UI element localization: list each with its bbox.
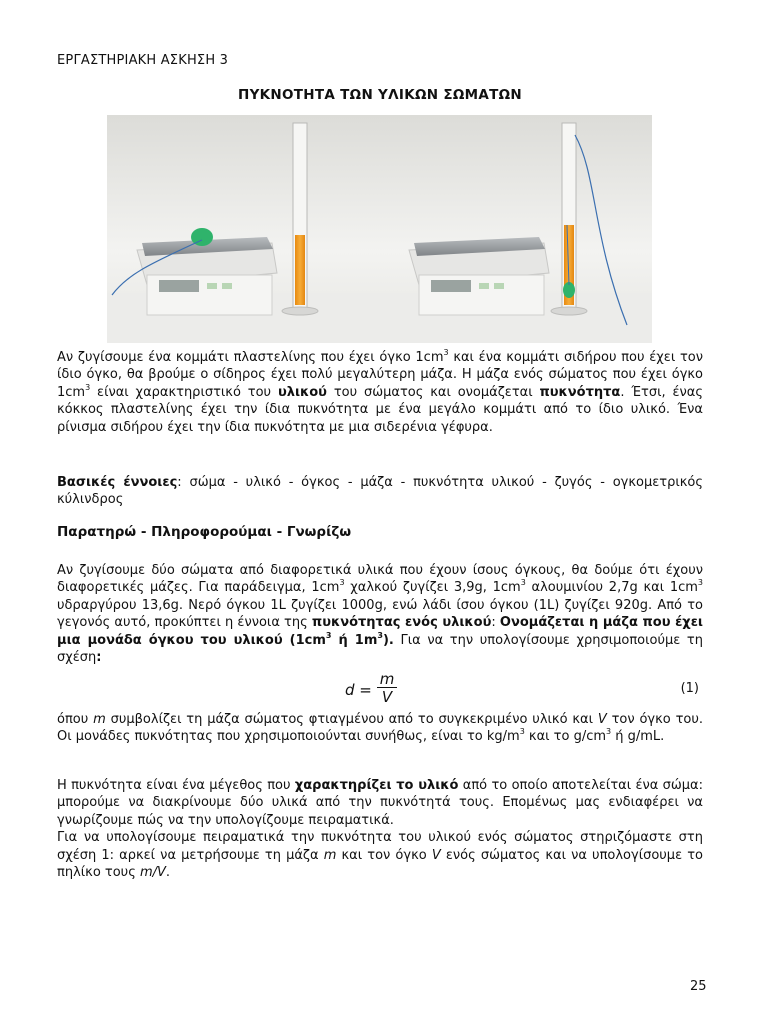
- formula-lhs: d =: [345, 681, 372, 699]
- page-title: ΠΥΚΝΟΤΗΤΑ ΤΩΝ ΥΛΙΚΩΝ ΣΩΜΑΤΩΝ: [237, 87, 522, 103]
- section-heading: Παρατηρώ - Πληροφορούμαι - Γνωρίζω: [57, 524, 352, 540]
- formula-number: (1): [680, 681, 699, 696]
- measurement-paragraph: Η πυκνότητα είναι ένα μέγεθος που χαρακτηρίζει το υλικό από το οποίο αποτελείται ένα σώμα: μπορούμε να διακρίνουμε δύο υλικά από την πυκνότητά τους. Επομένως μας ενδιαφέρει να γνωρίζουμε πώς να την υπολογίζουμε πειραματικά. Για να υπολογίσουμε πειραματικά την πυκνότητα του υλικού ενός σώματος στηριζόμαστε στη σχέση 1: αρκεί να μετρήσουμε τη μάζα m και τον όγκο V ενός σώματος και να υπολογίσουμε το πηλίκο τους m/V.: [57, 778, 704, 881]
- basic-concepts-paragraph: Βασικές έννοιες: σώμα - υλικό - όγκος - μάζα - πυκνότητα υλικού - ζυγός - ογκομετρικός κύλινδρος: [57, 475, 703, 508]
- formula-denominator: V: [381, 688, 393, 706]
- page-number: 25: [690, 979, 707, 994]
- units-paragraph: όπου m συμβολίζει τη μάζα σώματος φτιαγμένου από το συγκεκριμένο υλικό και V τον όγκο του. Οι μονάδες πυκνότητας που χρησιμοποιούνται συνήθως, είναι το $kg/m^3$ και το $g/cm^3$ ή g/mL.: [57, 712, 704, 745]
- lab-photo: [107, 115, 652, 343]
- density-definition-paragraph: Αν ζυγίσουμε δύο σώματα από διαφορετικά υλικά που έχουν ίσους όγκους, θα δούμε ότι έχουν διαφορετικές μάζες. Για παράδειγμα, $1cm^3$ χαλκού ζυγίζει 3,9g, $1cm^3$ αλουμινίου 2,7g και $1cm^3$ υδραργύρου 13,6g. Νερό όγκου 1L ζυγίζει 1000g, ενώ λάδι ίσου όγκου (1L) ζυγίζει 920g. Από το γεγονός αυτό, προκύπτει η έννοια της πυκνότητας ενός υλικού: Ονομάζεται η μάζα που έχει μια μονάδα όγκου του υλικού ($1cm^3$ ή $1m^3$). Για να την υπολογίσουμε χρησιμοποιούμε τη σχέση:: [57, 563, 704, 666]
- formula-fraction: [377, 671, 397, 706]
- intro-paragraph: Αν ζυγίσουμε ένα κομμάτι πλαστελίνης που έχει όγκο $1cm^3$ και ένα κομμάτι σιδήρου που έχει τον ίδιο όγκο, θα βρούμε ο σίδηρος έχει πολύ μεγαλύτερη μάζα. Η μάζα ενός σώματος που έχει όγκο $1cm^3$ είναι χαρακτηριστικό του υλικού του σώματος και ονομάζεται πυκνότητα. Έτσι, ένας κόκκος πλαστελίνης έχει την ίδια πυκνότητα με ένα μεγάλο κομμάτι από το ίδιο υλικό. Ένα ρίνισμα σιδήρου έχει την ίδια πυκνότητα με μια σιδερένια γέφυρα.: [57, 348, 703, 435]
- photo-right-scale-filled-cylinder: [379, 115, 652, 343]
- formula-numerator: m: [377, 671, 397, 688]
- photo-left-scale-empty-cylinder: [107, 115, 379, 343]
- exercise-header: ΕΡΓΑΣΤΗΡΙΑΚΗ ΑΣΚΗΣΗ 3: [57, 53, 229, 68]
- density-formula: [57, 671, 703, 707]
